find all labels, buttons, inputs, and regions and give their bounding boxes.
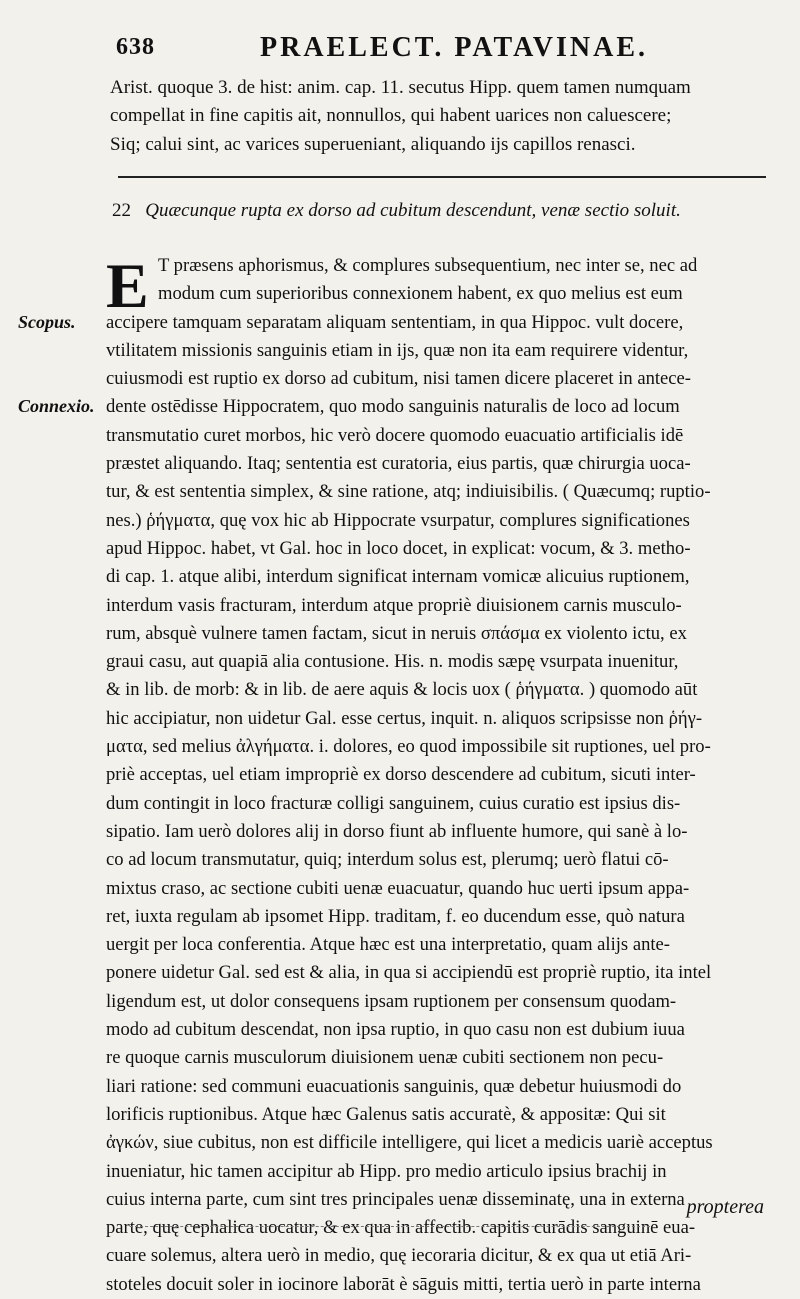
body-line: mixtus craso, ac sectione cubiti uenæ euacuatur, quando huc uerti ipsum appa- bbox=[106, 877, 690, 899]
body-line: cuius interna parte, cum sint tres principales uenæ disseminatę, una in externa bbox=[106, 1188, 685, 1210]
body-line: cuare solemus, altera uerò in medio, quę iecoraria dicitur, & ex qua ut etiā Ari- bbox=[106, 1245, 692, 1267]
body-line: vtilitatem missionis sanguinis etiam in ijs, quæ non ita eam requirere videntur, bbox=[106, 339, 689, 361]
body-line: nes.) ῥήγματα, quę vox hic ab Hippocrate vsurpatur, complures significationes bbox=[106, 509, 690, 531]
body-line: graui casu, aut quapiā alia contusione. His. n. modis sæpę vsurpata inuenitur, bbox=[106, 651, 679, 673]
body-line: ligendum est, ut dolor consequens ipsam ruptionem per consensum quodam- bbox=[106, 990, 677, 1012]
body-line: & in lib. de morb: & in lib. de aere aquis & locis uox ( ῥήγματα. ) quomodo aūt bbox=[106, 679, 698, 701]
footer-rule bbox=[130, 1226, 650, 1227]
body-line: ret, iuxta regulam ab ipsomet Hipp. traditam, f. eo ducendum esse, quò natura bbox=[106, 905, 685, 927]
body-line: apud Hippoc. habet, vt Gal. hoc in loco docet, in explicat: vocum, & 3. metho- bbox=[106, 537, 691, 559]
body-line: cuiusmodi est ruptio ex dorso ad cubitum, nisi tamen dicere placeret in antece- bbox=[106, 368, 691, 390]
page-header bbox=[110, 20, 780, 70]
drop-cap: E bbox=[106, 250, 149, 321]
aphorism-text: Quæcunque rupta ex dorso ad cubitum descendunt, venæ sectio soluit. bbox=[145, 200, 681, 221]
body-line: ponere uidetur Gal. sed est & alia, in qua si accipiendū est propriè ruptio, ita intel bbox=[106, 962, 712, 984]
body-line: liari ratione: sed communi euacuationis sanguinis, quæ debetur huiusmodi do bbox=[106, 1075, 682, 1097]
body-line: stoteles docuit soler in iocinore laborāt è sāguis mitti, tertia uerò in parte interna bbox=[106, 1273, 701, 1295]
body-line: sipatio. Iam uerò dolores alij in dorso fiunt ab influente humore, qui sanè à lo- bbox=[106, 820, 688, 842]
intro-line: Siq; calui sint, ac varices superueniant, aliquando ijs capillos renasci. bbox=[110, 133, 636, 155]
body-line: tur, & est sententia simplex, & sine ratione, atq; indiuisibilis. ( Quæcumq; ruptio- bbox=[106, 481, 711, 503]
catchword: propterea bbox=[686, 1196, 764, 1218]
body-line: dum contingit in loco fracturæ colligi sanguinem, cuius curatio est ipsius dis- bbox=[106, 792, 681, 814]
margin-note-connexio: Connexio. bbox=[18, 396, 95, 416]
body-line: transmutatio curet morbos, hic verò docere quomodo euacuatio artificialis idē bbox=[106, 424, 684, 446]
body-line: interdum vasis fracturam, interdum atque propriè diuisionem carnis musculo- bbox=[106, 594, 682, 616]
body-line: hic accipiatur, non uidetur Gal. esse certus, inquit. n. aliquos scripsisse non ῥήγ- bbox=[106, 707, 703, 729]
body-line: lorificis ruptionibus. Atque hæc Galenus satis accuratè, & appositæ: Qui sit bbox=[106, 1103, 666, 1125]
aphorism-number: 22 bbox=[112, 200, 131, 221]
body-line: di cap. 1. atque alibi, interdum significat internam vomicæ alicuius ruptionem, bbox=[106, 566, 690, 588]
body-line: inueniatur, hic tamen accipitur ab Hipp. pro medio articulo ipsius brachij in bbox=[106, 1160, 667, 1182]
body-line: accipere tamquam separatam aliquam sententiam, in qua Hippoc. vult docere, bbox=[106, 311, 684, 333]
body-line: uergit per loca conferentia. Atque hæc est una interpretatio, quam alijs ante- bbox=[106, 934, 670, 956]
body-line: ἀγκών, siue cubitus, non est difficile intelligere, qui licet a medicis uariè acceptus bbox=[106, 1132, 713, 1154]
intro-paragraph bbox=[110, 74, 770, 159]
body-text bbox=[106, 252, 778, 1299]
body-line: parte, quę cephalica uocatur, & ex qua in affectib. capitis curādis sanguinē eua- bbox=[106, 1217, 696, 1239]
section-rule bbox=[118, 176, 766, 178]
body-line: T præsens aphorismus, & complures subsequentium, nec inter se, nec ad bbox=[158, 255, 698, 276]
body-line: dente ostēdisse Hippocratem, quo modo sanguinis naturalis de loco ad locum bbox=[106, 396, 680, 418]
body-line: rum, absquè vulnere tamen factam, sicut in neruis σπάσμα ex violento ictu, ex bbox=[106, 622, 687, 644]
intro-line: Arist. quoque 3. de hist: anim. cap. 11. secutus Hipp. quem tamen numquam bbox=[110, 77, 691, 98]
page-number: 638 bbox=[116, 34, 155, 60]
intro-line: compellat in fine capitis ait, nonnullos, qui habent uarices non caluescere; bbox=[110, 105, 672, 127]
body-line: modum cum superioribus connexionem habent, ex quo melius est eum bbox=[158, 283, 683, 305]
running-head: PRAELECT. PATAVINAE. bbox=[260, 32, 649, 63]
margin-note-scopus: Scopus. bbox=[18, 312, 76, 332]
body-line: co ad locum transmutatur, quiq; interdum solus est, plerumq; uerò flatui cō- bbox=[106, 849, 669, 871]
body-line: re quoque carnis musculorum diuisionem uenæ cubiti sectionem non pecu- bbox=[106, 1047, 664, 1069]
body-line: modo ad cubitum descendat, non ipsa ruptio, in quo casu non est dubium iuua bbox=[106, 1019, 685, 1041]
body-line: præstet aliquando. Itaq; sententia est curatoria, eius partis, quæ chirurgia uoca- bbox=[106, 453, 691, 475]
body-line: priè acceptas, uel etiam impropriè ex dorso descendere ad cubitum, sicuti inter- bbox=[106, 764, 696, 786]
aphorism-heading bbox=[112, 198, 762, 224]
body-line: ματα, sed melius ἀλγήματα. i. dolores, eo quod impossibile sit ruptiones, uel pro- bbox=[106, 736, 711, 758]
